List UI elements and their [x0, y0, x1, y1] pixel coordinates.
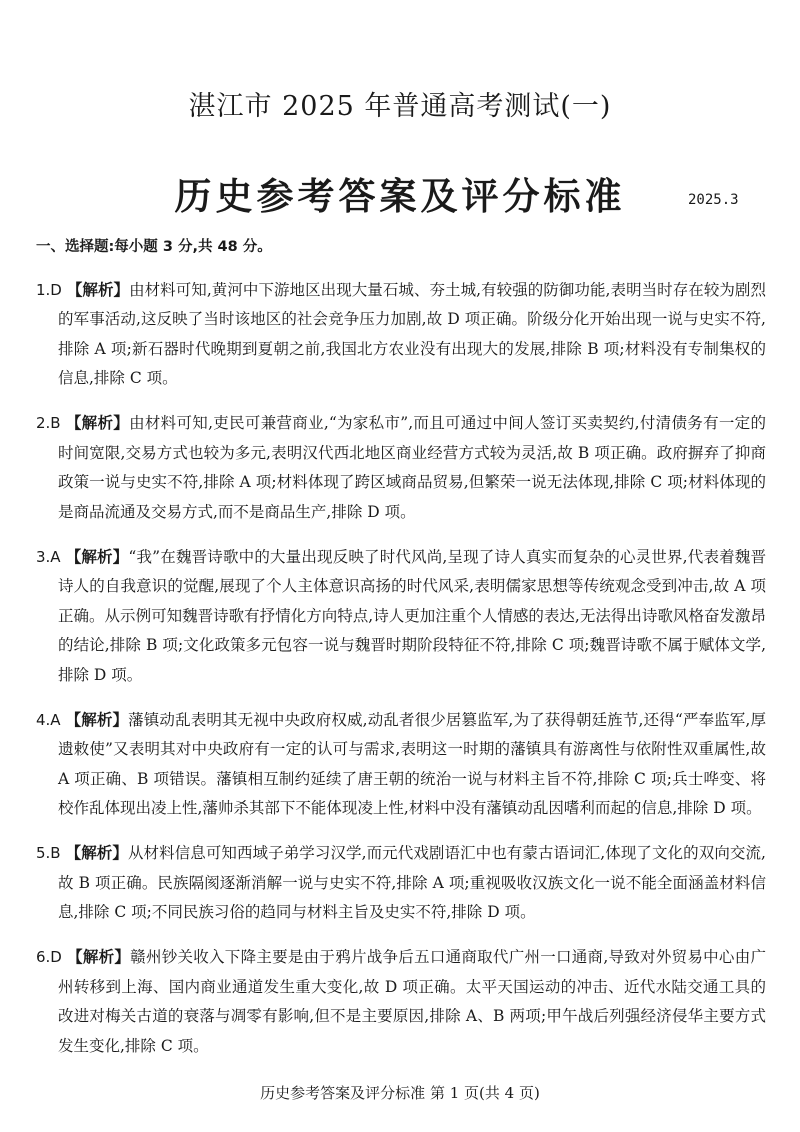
answer-item-5 — [36, 839, 766, 928]
analysis-tag: 【解析】 — [67, 948, 131, 966]
analysis-tag: 【解析】 — [65, 844, 128, 862]
answer-number: 1.D — [36, 280, 62, 299]
answer-item-1 — [36, 276, 766, 394]
answer-explanation: 赣州钞关收入下降主要是由于鸦片战争后五口通商取代广州一口通商,导致对外贸易中心由广州转移到上海、国内商业通道发生重大变化,故 D 项正确。太平天国运动的冲击、近代水陆交通工具的改进对梅关古道的衰落与凋零有影响,但不是主要原因,排除 A、B 两项;甲午战后列强经济侵华主要方式发生变化,排除 C 项。 — [58, 948, 766, 1055]
exam-title: 湛江市 2025 年普通高考测试(一) — [188, 91, 612, 122]
document-date: 2025.3 — [688, 192, 739, 208]
analysis-tag: 【解析】 — [66, 280, 130, 299]
answer-explanation: “我”在魏晋诗歌中的大量出现反映了时代风尚,呈现了诗人真实而复杂的心灵世界,代表着魏晋诗人的自我意识的觉醒,展现了个人主体意识高扬的时代风采,表明儒家思想等传统观念受到冲击,故 A 项正确。从示例可知魏晋诗歌有抒情化方向特点,诗人更加注重个人情感的表达,无法得出诗歌风格奋发激昂的结论,排除 B 项;文化政策多元包容一说与魏晋时期阶段特征不符,排除 C 项;魏晋诗歌不属于赋体文学,排除 D 项。 — [58, 547, 766, 684]
answer-item-6 — [36, 943, 766, 1061]
answer-number: 6.D — [36, 948, 62, 966]
answer-explanation: 由材料可知,黄河中下游地区出现大量石城、夯土城,有较强的防御功能,表明当时存在较为剧烈的军事活动,这反映了当时该地区的社会竞争压力加剧,故 D 项正确。阶级分化开始出现一说与史实不符,排除 A 项;新石器时代晚期到夏朝之前,我国北方农业没有出现大的发展,排除 B 项;材料没有专制集权的信息,排除 C 项。 — [58, 280, 766, 387]
section-heading: 一、选择题:每小题 3 分,共 48 分。 — [36, 239, 272, 255]
answer-item-2 — [36, 409, 766, 527]
answer-explanation: 从材料信息可知西域子弟学习汉学,而元代戏剧语汇中也有蒙古语词汇,体现了文化的双向交流,故 B 项正确。民族隔阂逐渐消解一说与史实不符,排除 A 项;重视吸收汉族文化一说不能全面涵盖材料信息,排除 C 项;不同民族习俗的趋同与材料主旨及史实不符,排除 D 项。 — [58, 844, 766, 921]
answer-number: 2.B — [36, 414, 61, 432]
analysis-tag: 【解析】 — [65, 414, 130, 432]
answer-list — [36, 260, 766, 1064]
analysis-tag: 【解析】 — [65, 710, 129, 729]
answer-number: 3.A — [36, 547, 61, 566]
answer-number: 5.B — [36, 844, 61, 862]
document-title: 历史参考答案及评分标准 — [174, 175, 626, 218]
answer-number: 4.A — [36, 710, 61, 729]
answer-explanation: 藩镇动乱表明其无视中央政府权威,动乱者很少居篡监军,为了获得朝廷旌节,还得“严奉监军,厚遗敕使”又表明其对中央政府有一定的认可与需求,表明这一时期的藩镇具有游离性与依附性双重属性,故 A 项正确、B 项错误。藩镇相互制约延续了唐王朝的统治一说与材料主旨不符,排除 C 项;兵士哗变、将校作乱体现出凌上性,藩帅杀其部下不能体现凌上性,材料中没有藩镇动乱因嗜利而起的信息,排除 D 项。 — [58, 710, 766, 817]
page-footer: 历史参考答案及评分标准 第 1 页(共 4 页) — [260, 1084, 540, 1102]
answer-item-3 — [36, 543, 766, 691]
answer-item-4 — [36, 706, 766, 824]
analysis-tag: 【解析】 — [65, 547, 129, 566]
answer-explanation: 由材料可知,吏民可兼营商业,“为家私市”,而且可通过中间人签订买卖契约,付清债务有一定的时间宽限,交易方式也较为多元,表明汉代西北地区商业经营方式较为灵活,故 B 项正确。政府摒弃了抑商政策一说与史实不符,排除 A 项;材料体现了跨区域商品贸易,但繁荣一说无法体现,排除 C 项;材料体现的是商品流通及交易方式,而不是商品生产,排除 D 项。 — [58, 414, 766, 521]
